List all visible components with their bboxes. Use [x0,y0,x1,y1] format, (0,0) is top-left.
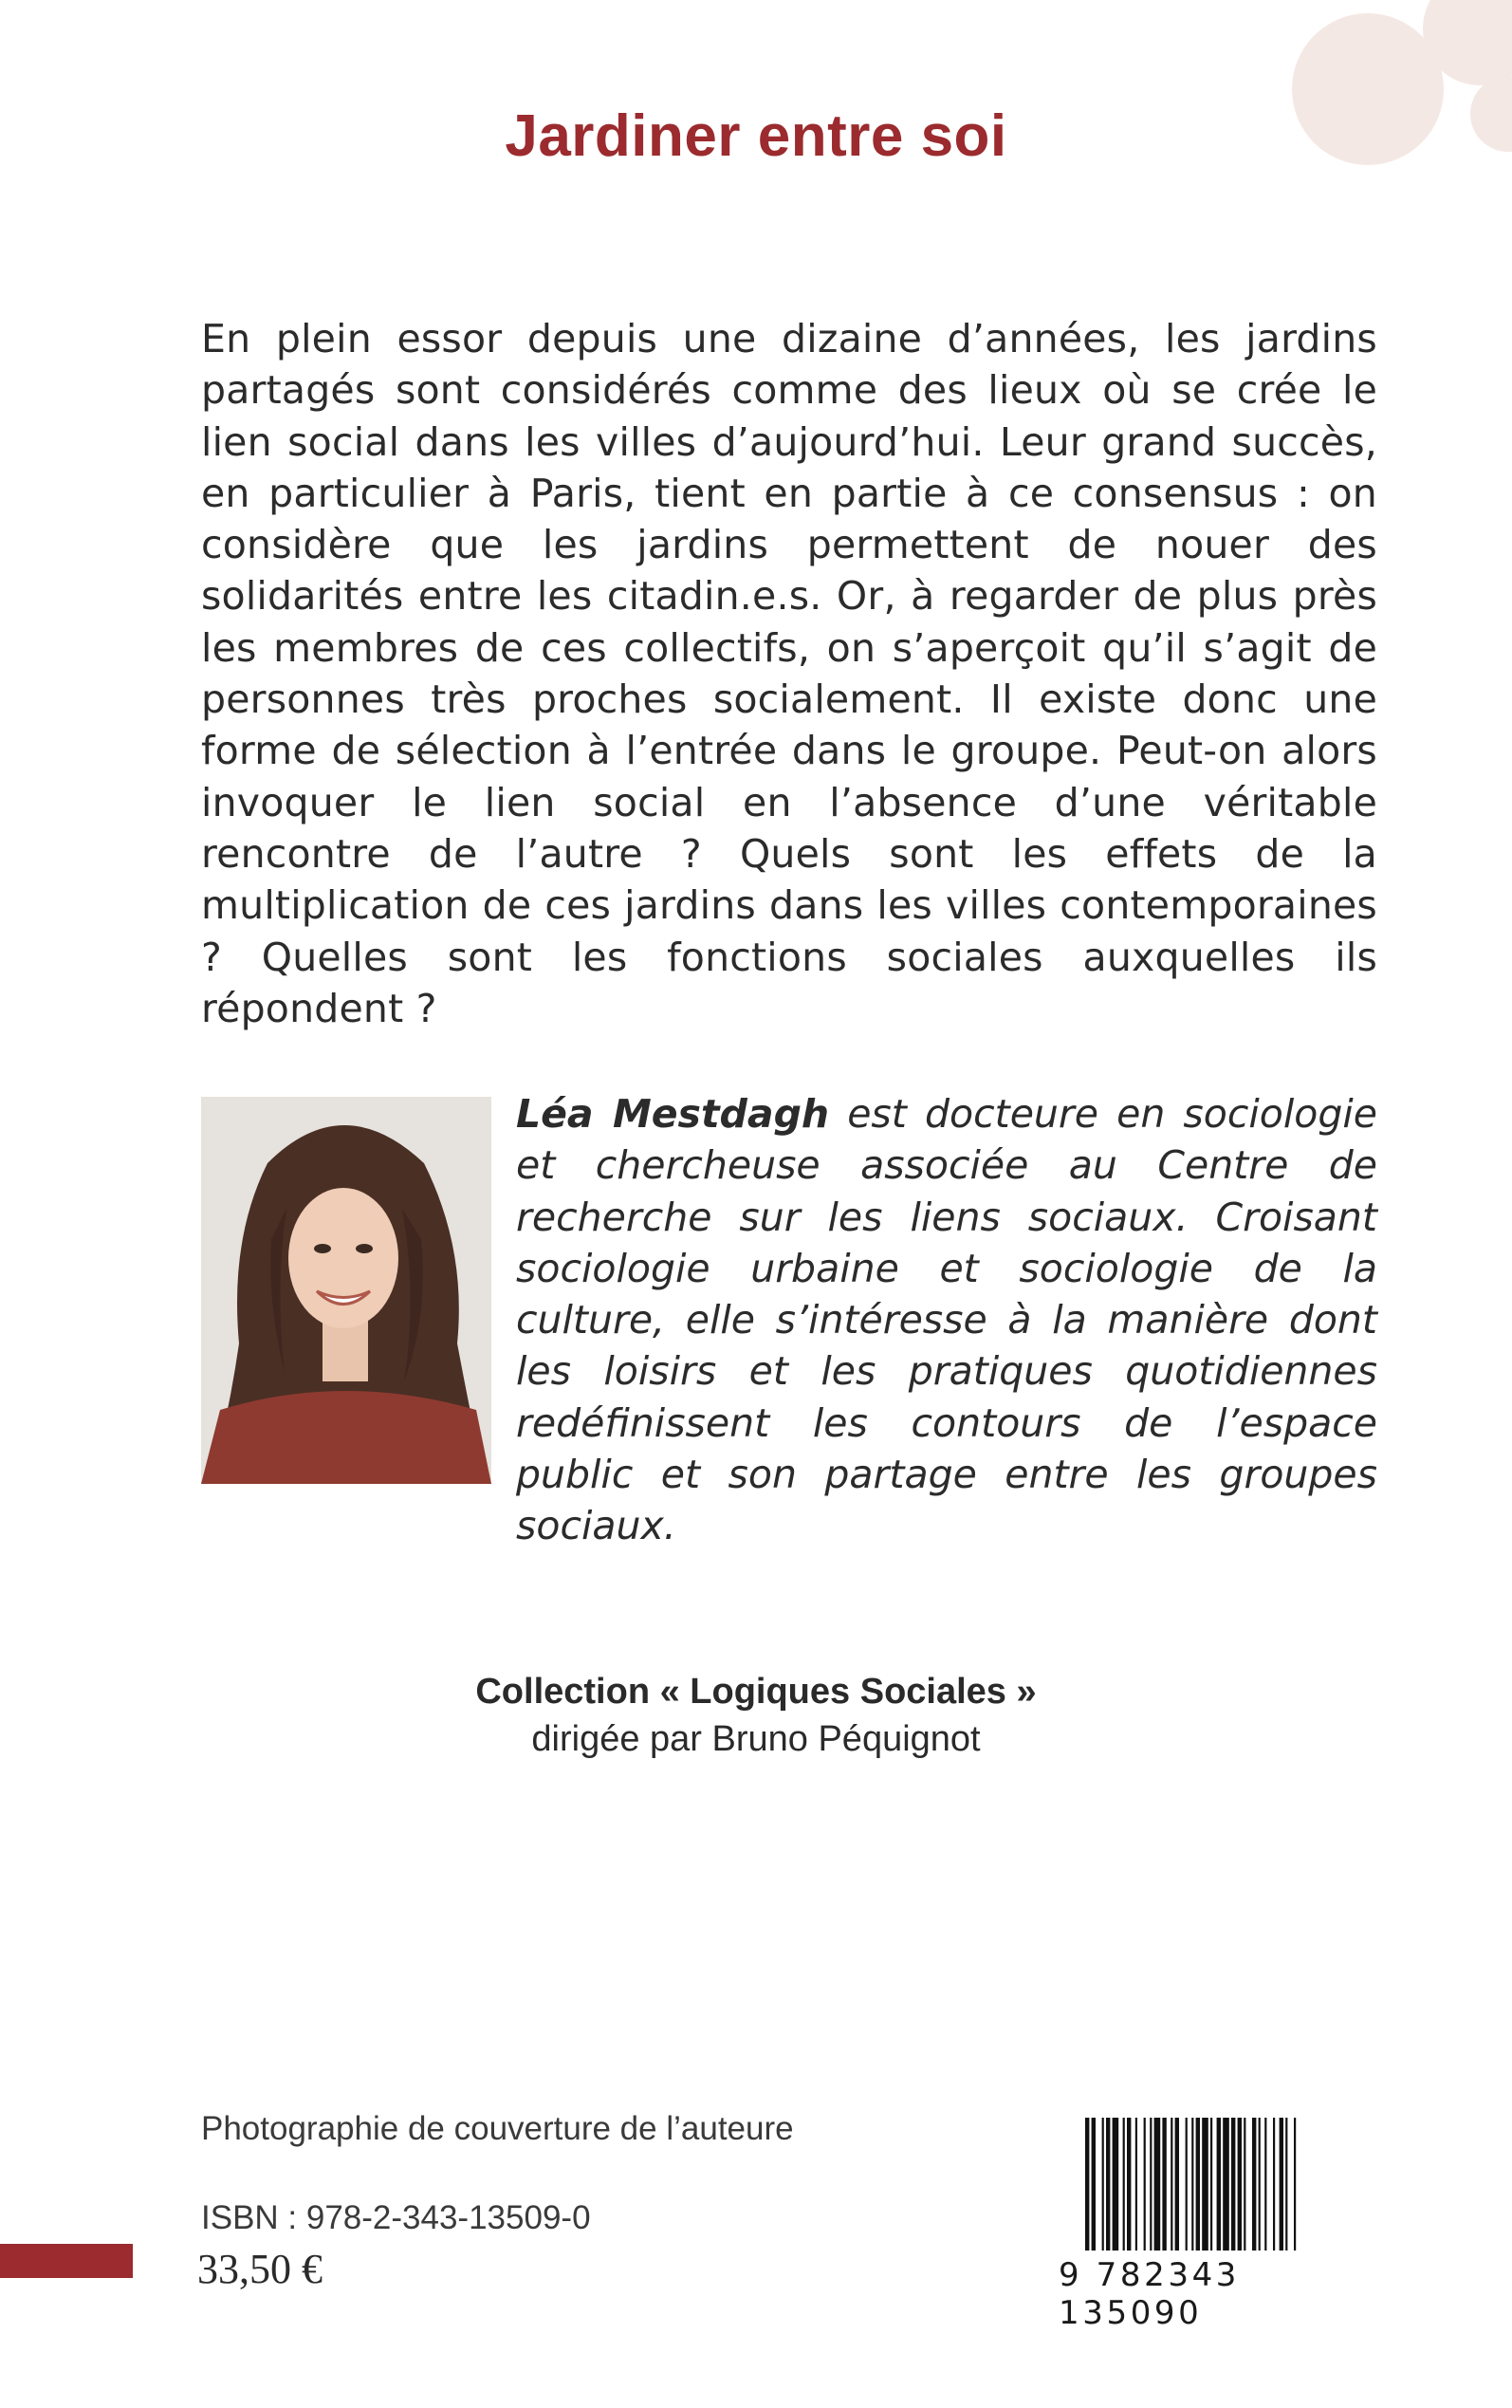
barcode-bar [1186,2118,1188,2251]
author-photo [201,1097,491,1484]
barcode-bar [1252,2118,1256,2251]
barcode-bar [1244,2118,1245,2251]
barcode-bar [1223,2118,1229,2251]
barcode-bar [1285,2118,1287,2251]
barcode-bar [1102,2118,1104,2251]
barcode-bar [1085,2118,1089,2251]
barcode-bar [1217,2118,1221,2251]
barcode-bar [1210,2118,1212,2251]
barcode-bar [1123,2118,1125,2251]
barcode-bar [1231,2118,1235,2251]
barcode-bar [1202,2118,1208,2251]
author-bio [516,1088,1377,1552]
barcode-bar [1144,2118,1146,2251]
barcode-bar [1154,2118,1161,2251]
barcode-bar [1280,2118,1283,2251]
barcode-bar [1106,2118,1110,2251]
author-portrait-image [201,1097,491,1484]
book-title: Jardiner entre soi [505,103,1007,169]
barcode-bar [1113,2118,1119,2251]
barcode-bar [1127,2118,1131,2251]
author-bio-text: est docteure en sociologie et chercheuse associée au Centre de recherche sur les liens sociaux. Croisant sociologie urbaine et sociologie de la culture, elle s’intéresse à la manière dont les loisirs et les pratiques quotidiennes redéfinissent les contours de l’espace public et son partage entre les groupes sociaux. [516,1091,1377,1549]
barcode-bar [1150,2118,1152,2251]
barcode-bar [1175,2118,1179,2251]
barcode-bar [1238,2118,1242,2251]
barcode [1083,2118,1375,2268]
isbn: ISBN : 978-2-343-13509-0 [201,2199,591,2236]
barcode-bar [1092,2118,1096,2251]
barcode-bar [1273,2118,1275,2251]
barcode-bar [1259,2118,1261,2251]
barcode-digits: 9 782343 135090 [1059,2256,1241,2332]
barcode-bar [1191,2118,1193,2251]
barcode-bar [1171,2118,1172,2251]
barcode-bar [1135,2118,1137,2251]
accent-bar [0,2244,133,2278]
price: 33,50 € [197,2246,323,2292]
collection-label: Collection « Logiques Sociales » [475,1672,1037,1712]
book-summary: En plein essor depuis une dizaine d’années, les jardins partagés sont considérés comme des lieux où se crée le lien social dans les villes d’aujourd’hui. Leur grand succès, en particulier à Paris, tient en partie à ce consensus : on considère que les jardins permettent de nouer des solidarités entre les citadin.e.s. Or, à regarder de plus près les membres de ces collectifs, on s’aperçoit qu’il s’agit de personnes très proches socialement. Il existe donc une forme de sélection à l’entrée dans le groupe. Peut-on alors invoquer le lien social en l’absence d’une véritable rencontre de l’autre ? Quels sont les effets de la multiplication de ces jardins dans les villes contemporaines ? Quelles sont les fonctions sociales auxquelles ils répondent ? [201,316,1377,1031]
collection-director: dirigée par Bruno Péquignot [531,1719,981,1759]
barcode-bar [1162,2118,1166,2251]
photo-credit: Photographie de couverture de l’auteure [201,2110,794,2147]
author-name: Léa Mestdagh [516,1091,830,1137]
barcode-bar [1264,2118,1266,2251]
barcode-bar [1294,2118,1296,2251]
barcode-bar [1196,2118,1200,2251]
